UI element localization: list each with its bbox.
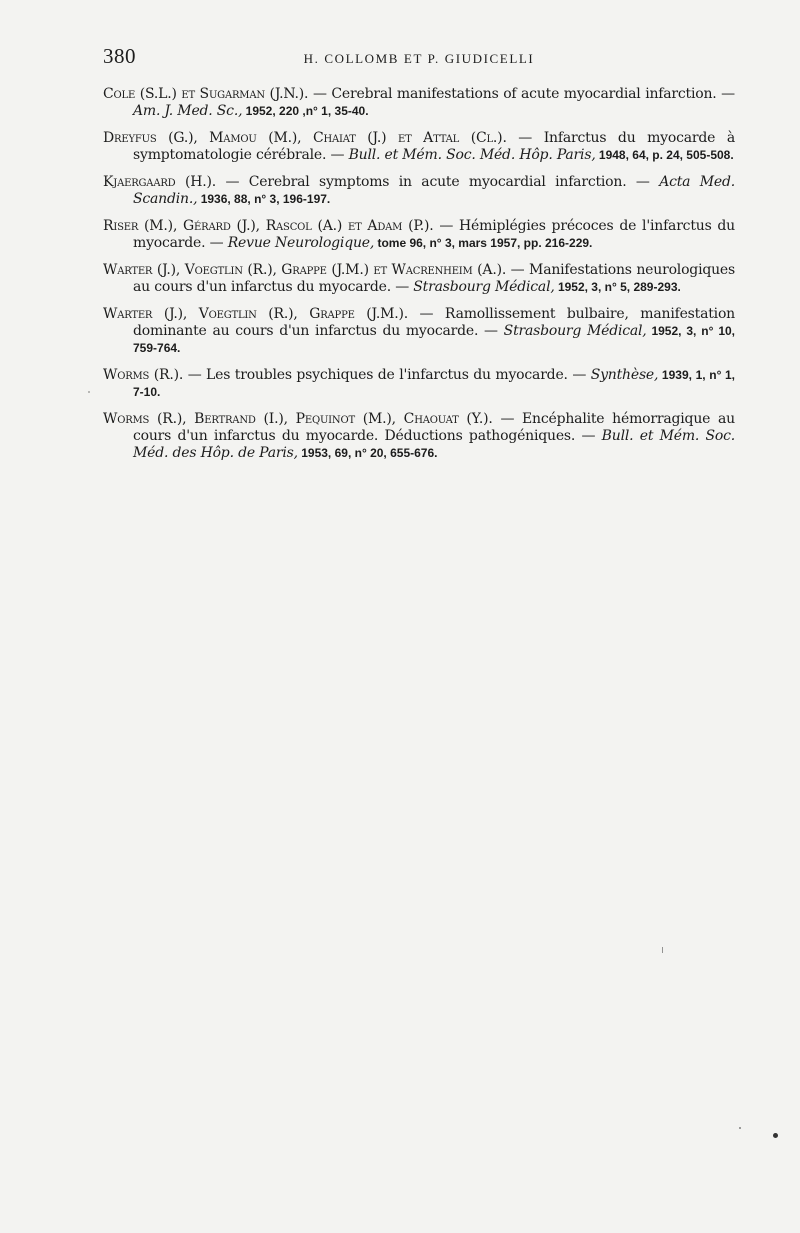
reference-authors: Warter (J.), Voegtlin (R.), Grappe (J.M.). [103,306,408,322]
reference-entry [103,262,735,296]
scan-speck [662,947,663,953]
reference-journal: Bull. et Mém. Soc. Méd. des Hôp. de Paris, [133,428,736,461]
reference-title: — Hémiplégies précoces de l'infarctus du myocarde. — [133,218,735,251]
reference-authors: Cole (S.L.) et Sugarman (J.N.). [103,86,309,102]
reference-journal: Bull. et Mém. Soc. Méd. Hôp. Paris, [348,147,596,163]
reference-authors: Kjaergaard (H.). [103,174,216,190]
reference-journal: Synthèse, [590,367,659,383]
reference-details: 1948, 64, p. 24, 505-508. [595,148,734,162]
reference-journal: Am. J. Med. Sc., [133,103,243,119]
reference-details: 1952, 220 ,n° 1, 35-40. [242,104,369,118]
reference-details: 1936, 88, n° 3, 196-197. [197,192,331,206]
reference-journal: Strasbourg Médical, [413,279,555,295]
reference-authors: Riser (M.), Gérard (J.), Rascol (A.) et Adam (P.). [103,218,434,234]
page-number: 380 [103,44,136,68]
reference-title: — Ramollissement bulbaire, manifestation dominante au cours d'un infarctus du myocarde. — [133,306,735,339]
reference-authors: Warter (J.), Voegtlin (R.), Grappe (J.M.) et Wacrenheim (A.). [103,262,507,278]
reference-list [103,86,735,472]
scan-speck [773,1133,778,1138]
reference-details: 1952, 3, n° 5, 289-293. [554,280,681,294]
reference-entry [103,218,735,252]
reference-journal: Strasbourg Médical, [503,323,647,339]
reference-authors: Dreyfus (G.), Mamou (M.), Chaiat (J.) et Attal (Cl.). [103,130,507,146]
reference-details: 1952, 3, n° 10, 759-764. [133,324,735,355]
reference-entry [103,411,735,462]
reference-title: — Cerebral manifestations of acute myocardial infarction. — [308,86,735,102]
reference-entry [103,130,735,164]
reference-authors: Worms (R.). [103,367,184,383]
reference-title: — Manifestations neurologiques au cours d'un infarctus du myocarde. — [133,262,735,295]
running-head: H. COLLOMB ET P. GIUDICELLI [303,51,535,66]
reference-title: — Les troubles psychiques de l'infarctus du myocarde. — [183,367,591,383]
reference-journal: Revue Neurologique, [227,235,375,251]
reference-entry [103,367,735,401]
reference-title: — Encéphalite hémorragique au cours d'un infarctus du myocarde. Déductions pathogéniques. — [133,411,735,444]
reference-title: — Infarctus du myocarde à symptomatologie cérébrale. — [133,130,735,163]
reference-details: 1953, 69, n° 20, 655-676. [297,446,438,460]
scan-speck [88,391,90,393]
reference-details: tome 96, n° 3, mars 1957, pp. 216-229. [374,236,593,250]
reference-entry [103,86,735,120]
reference-authors: Worms (R.), Bertrand (I.), Pequinot (M.), Chaouat (Y.). [103,411,493,427]
reference-title: — Cerebral symptoms in acute myocardial infarction. — [216,174,660,190]
page-header [103,44,735,74]
reference-entry [103,306,735,357]
reference-details: 1939, 1, n° 1, 7-10. [133,368,736,399]
reference-entry [103,174,735,208]
reference-journal: Acta Med. Scandin., [133,174,736,207]
scan-speck [739,1127,741,1129]
